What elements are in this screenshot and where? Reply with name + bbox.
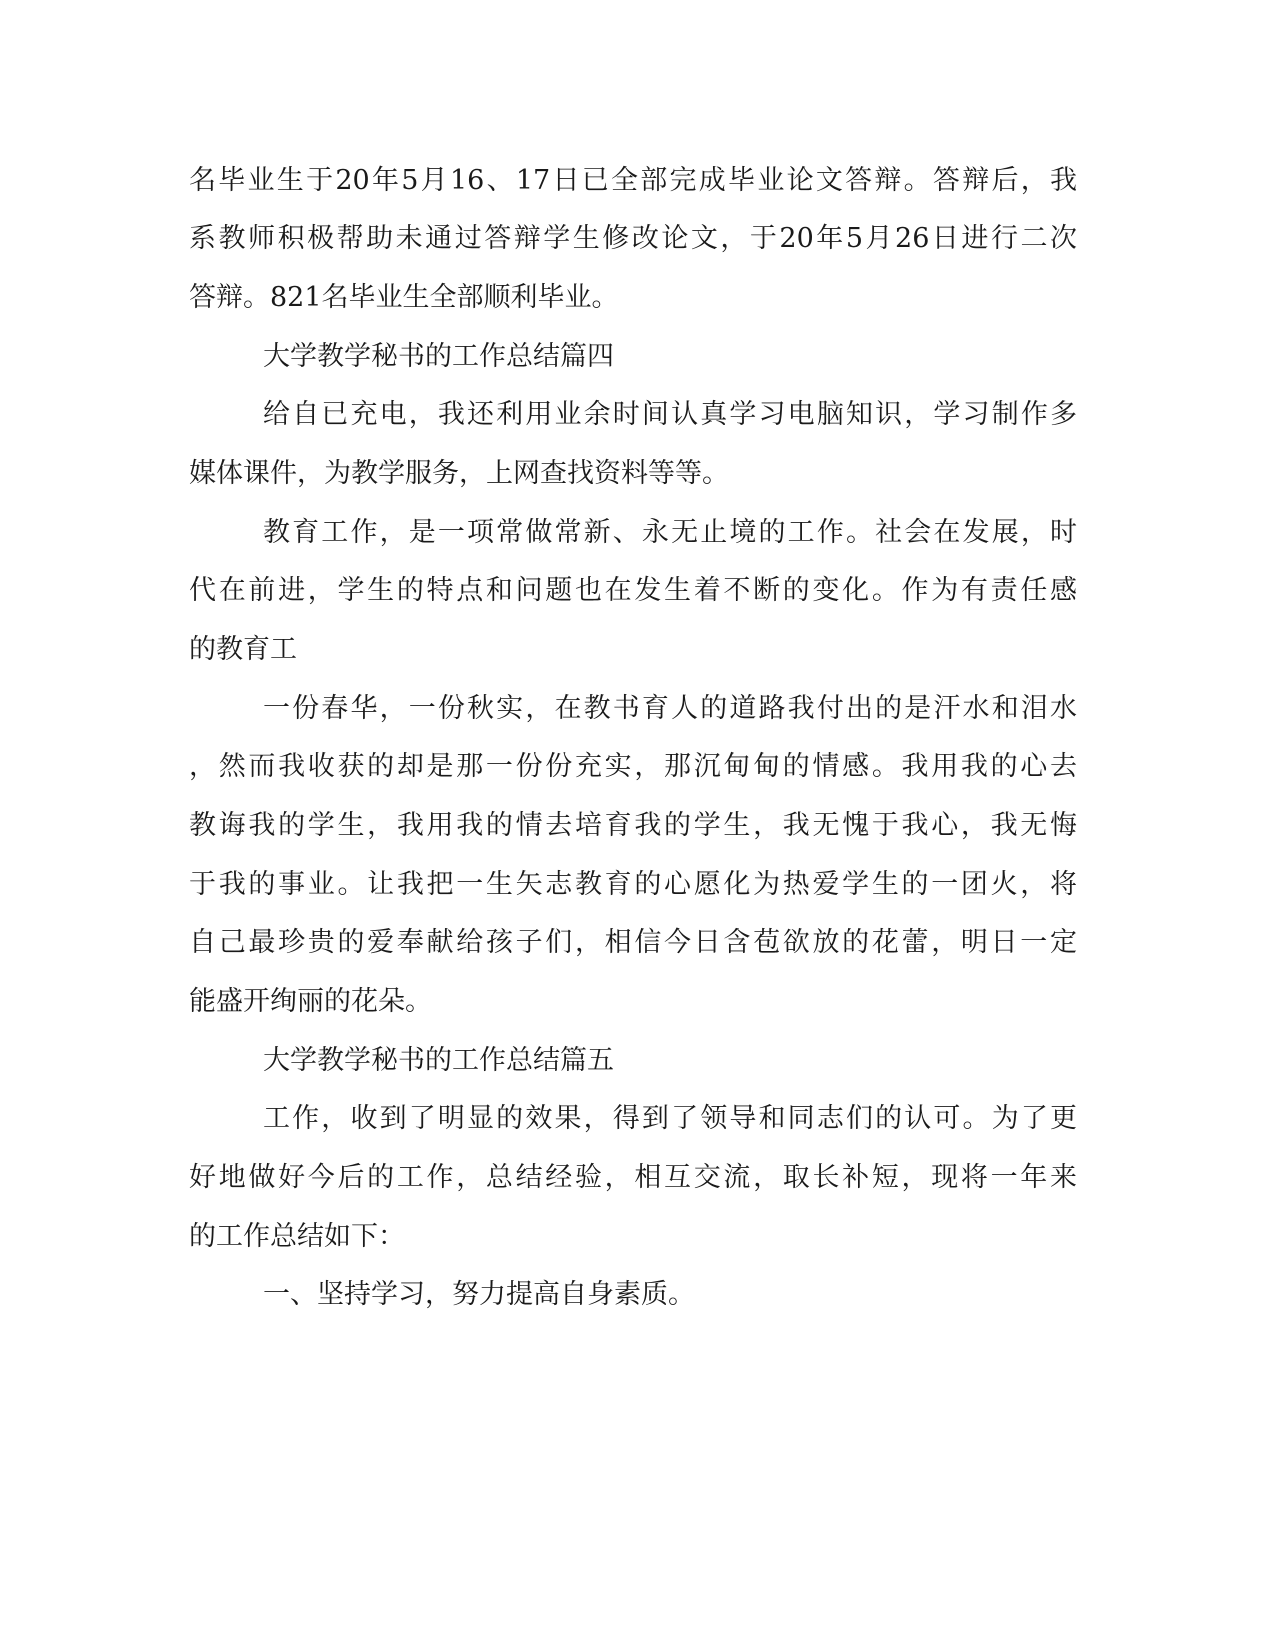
paragraph-line: 于我的事业。让我把一生矢志教育的心愿化为热爱学生的一团火，将 [189,869,1077,900]
section-heading: 大学教学秘书的工作总结篇四 [263,341,614,372]
paragraph-line: 媒体课件，为教学服务，上网查找资料等等。 [189,458,729,489]
paragraph-line: 答辩。821名毕业生全部顺利毕业。 [189,282,619,313]
paragraph-line: 教育工作，是一项常做常新、永无止境的工作。社会在发展，时 [263,517,1077,548]
paragraph-line: 教诲我的学生，我用我的情去培育我的学生，我无愧于我心，我无悔 [189,810,1077,841]
paragraph-line: 代在前进，学生的特点和问题也在发生着不断的变化。作为有责任感 [189,575,1077,606]
paragraph-line: 能盛开绚丽的花朵。 [189,986,432,1017]
paragraph-line: 系教师积极帮助未通过答辩学生修改论文，于20年5月26日进行二次 [189,223,1077,254]
paragraph-line: 的工作总结如下： [189,1221,405,1252]
paragraph-line: 的教育工 [189,634,297,665]
paragraph-line: ，然而我收获的却是那一份份充实，那沉甸甸的情感。我用我的心去 [189,751,1077,782]
paragraph-line: 一份春华，一份秋实，在教书育人的道路我付出的是汗水和泪水 [263,693,1077,724]
paragraph-line: 自己最珍贵的爱奉献给孩子们，相信今日含苞欲放的花蕾，明日一定 [189,927,1077,958]
paragraph-line: 名毕业生于20年5月16、17日已全部完成毕业论文答辩。答辩后，我 [189,165,1077,196]
paragraph-line: 好地做好今后的工作，总结经验，相互交流，取长补短，现将一年来 [189,1162,1077,1193]
paragraph-line: 给自已充电，我还利用业余时间认真学习电脑知识，学习制作多 [263,399,1077,430]
paragraph-line: 工作，收到了明显的效果，得到了领导和同志们的认可。为了更 [263,1103,1077,1134]
paragraph-line: 一、坚持学习，努力提高自身素质。 [263,1279,695,1310]
section-heading: 大学教学秘书的工作总结篇五 [263,1045,614,1076]
